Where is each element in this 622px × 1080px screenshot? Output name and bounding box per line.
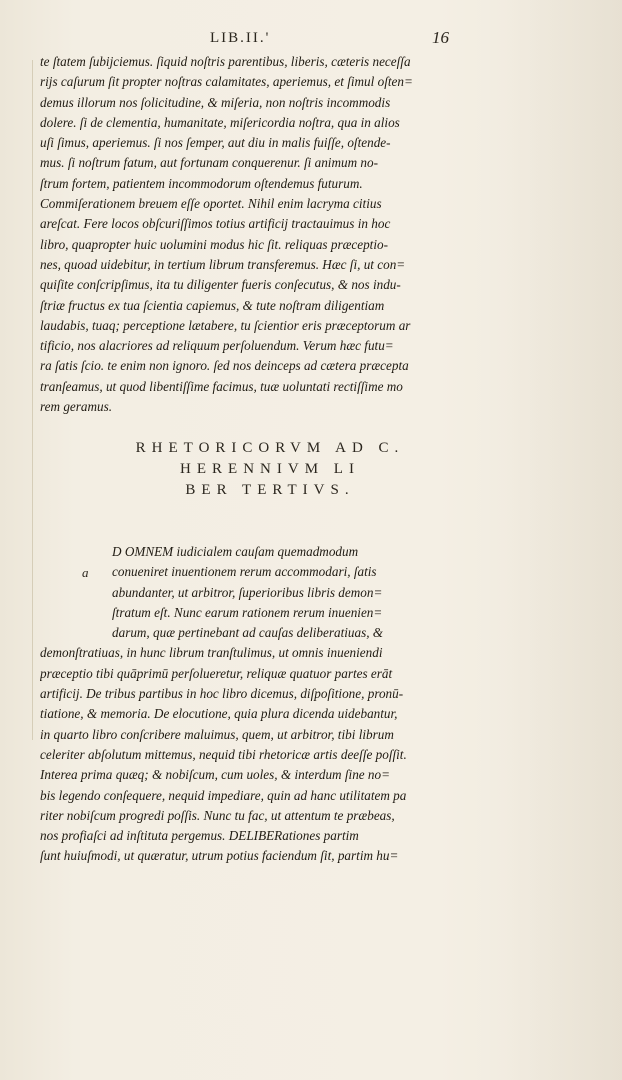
text-line: in quarto libro conſcribere maluimus, quem, ut arbitror, tibi librum — [40, 726, 394, 742]
text-line: Interea prima quæq; & nobiſcum, cum uoles, & interdum ſine no= — [40, 767, 391, 783]
text-line: Commiſerationem breuem eſſe oportet. Nihil enim lacryma citius — [40, 196, 382, 212]
text-line: ſunt huiuſmodi, ut quæratur, utrum potius faciendum ſit, partim hu= — [40, 848, 399, 864]
text-line: præceptio tibi quāprimū perſolueretur, reliquæ quatuor partes erāt — [40, 665, 393, 681]
text-line: areſcat. Fere locos obſcuriſſimos totius artificij tractauimus in hoc — [40, 216, 391, 232]
text-line: laudabis, tuaq; perceptione lætabere, tu ſcientior eris præceptorum ar — [40, 317, 411, 333]
text-block-top — [40, 52, 480, 417]
text-line: demonſtratiuas, in hunc librum tranſtulimus, ut omnis inueniendi — [40, 645, 383, 661]
page-rule — [32, 60, 33, 740]
text-line: riter nobiſcum progredi poſſis. Nunc tu fac, ut attentum te præbeas, — [40, 807, 395, 823]
text-line: nes, quoad uidebitur, in tertium librum transferemus. Hæc ſi, ut con= — [40, 256, 406, 272]
text-line: tranſeamus, ut quod libentiſſime facimus, tuæ uoluntati rectiſſime mo — [40, 378, 403, 394]
text-line: mus. ſi noſtrum fatum, aut fortunam conquerenur. ſi animum no- — [40, 155, 378, 171]
text-line: dolere. ſi de clementia, humanitate, miſericordia noſtra, qua in alios — [40, 114, 400, 130]
text-line: ra ſatis ſcio. te enim non ignoro. ſed nos deinceps ad cætera præcepta — [40, 358, 409, 374]
text-line: nos profiaſci ad inſtituta pergemus. DELIBERationes partim — [40, 828, 359, 844]
text-line: quiſite conſcripſimus, ita tu diligenter fueris conſecutus, & nos indu- — [40, 277, 401, 293]
title-line: BER TERTIVS. — [185, 482, 355, 498]
text-block-bottom — [40, 542, 480, 867]
book-title — [50, 438, 490, 501]
text-line: tiatione, & memoria. De elocutione, quia plura dicenda uidebantur, — [40, 706, 398, 722]
text-line: uſi ſimus, aperiemus. ſi nos ſemper, aut diu in malis fuiſſe, oſtende- — [40, 135, 391, 151]
text-line: tificio, nos alacriores ad reliquum perſoluendum. Verum hæc futu= — [40, 338, 394, 354]
text-line: bis legendo conſequere, nequid impediare, quin ad hanc utilitatem pa — [40, 787, 407, 803]
text-line: rem geramus. — [40, 399, 113, 415]
text-line: ſtrum fortem, patientem incommodorum oſtendemus futurum. — [40, 175, 363, 191]
text-line: artificij. De tribus partibus in hoc libro dicemus, diſpoſitione, pronū- — [40, 686, 404, 702]
text-line: ſtriæ fructus ex tua ſcientia capiemus, & tute noſtram diligentiam — [40, 297, 385, 313]
folio-number: 16 — [432, 28, 449, 47]
text-line: darum, quæ pertinebant ad cauſas deliberatiuas, & — [112, 625, 384, 641]
text-line: celeriter abſolutum mittemus, nequid tibi rhetoricæ artis deeſſe poſſit. — [40, 746, 407, 762]
text-line: D OMNEM iudicialem cauſam quemadmodum — [112, 544, 359, 559]
text-line: te ſtatem ſubijciemus. ſiquid noſtris parentibus, liberis, cæteris neceſſa — [40, 54, 411, 69]
running-head: LIB.II.' — [210, 30, 271, 46]
page-edge-shadow — [502, 0, 622, 1080]
marginal-letter: a — [82, 565, 89, 580]
title-line: RHETORICORVM AD C. — [135, 440, 405, 456]
text-line: ſtratum eſt. Nunc earum rationem rerum inuenien= — [112, 604, 383, 620]
title-line: HERENNIVM LI — [180, 461, 360, 477]
text-line: demus illorum nos ſolicitudine, & miſeria, non noſtris incommodis — [40, 94, 391, 110]
text-line: libro, quapropter huic uolumini modus hic ſit. reliquas præceptio- — [40, 236, 388, 252]
text-line: conueniret inuentionem rerum accommodari, ſatis — [112, 564, 377, 580]
text-line: abundanter, ut arbitror, ſuperioribus libris demon= — [112, 584, 383, 600]
text-line: rijs caſurum ſit propter noſtras calamitates, aperiemus, et ſimul oſten= — [40, 74, 413, 90]
